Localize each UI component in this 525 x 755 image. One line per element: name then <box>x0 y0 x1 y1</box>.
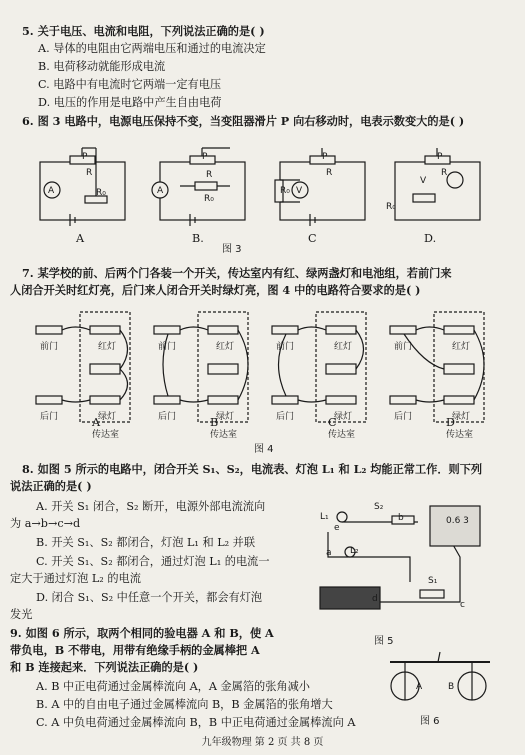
circuit-7a <box>36 312 130 422</box>
q6-label-b: B. <box>192 232 204 245</box>
q7c-back: 后门 <box>276 412 295 422</box>
q8-option-a-2: 为 a→b→c→d <box>10 517 81 530</box>
q9-stem-2: 带负电，B 不带电，用带有绝缘手柄的金属棒把 A <box>10 643 260 657</box>
q7b-red: 红灯 <box>216 342 235 352</box>
q8-option-c-2: 定大于通过灯泡 L₂ 的电流 <box>10 572 141 585</box>
circuit-7b <box>154 312 248 422</box>
q9-stem-3: 和 B 连接起来．下列说法正确的是( ) <box>10 660 199 674</box>
q7c-red: 红灯 <box>334 342 353 352</box>
q6c-meter: V <box>296 186 303 196</box>
q7d-back: 后门 <box>394 412 413 422</box>
q5-stem: 5. 关于电压、电流和电阻，下列说法正确的是( ) <box>22 24 265 38</box>
fig5-caption: 图 5 <box>374 636 394 647</box>
q9-option-c: C. A 中负电荷通过金属棒流向 B，B 中正电荷通过金属棒流向 A <box>36 716 356 729</box>
q6a-r: R <box>86 168 93 178</box>
q7d-green: 绿灯 <box>452 412 471 422</box>
q7b-green: 绿灯 <box>216 412 235 422</box>
q8-option-a-1: A. 开关 S₁ 闭合，S₂ 断开，电源外部电流流向 <box>36 500 266 513</box>
q5-option-d: D. 电压的作用是电路中产生自由电荷 <box>38 96 222 109</box>
q7b-back: 后门 <box>158 412 177 422</box>
q8-b: b <box>398 513 404 523</box>
q6-label-d: D. <box>424 232 437 245</box>
q9-option-b: B. A 中的自由电子通过金属棒流向 B，B 金属箔的张角增大 <box>36 698 333 711</box>
q6-stem: 6. 图 3 电路中，电源电压保持不变，当变阻器滑片 P 向右移动时，电表示数变大的是( ) <box>22 114 465 128</box>
q8-l1: L₁ <box>320 512 329 522</box>
q6d-r0: R₀ <box>386 202 396 212</box>
q8-l2: L₂ <box>350 546 359 556</box>
figure-6 <box>380 648 500 718</box>
q7-label-a: A <box>92 416 101 429</box>
q7a-back: 后门 <box>40 412 59 422</box>
q8-stem-1: 8. 如图 5 所示的电路中，闭合开关 S₁、S₂，电流表、灯泡 L₁ 和 L₂ 均能正常工作．则下列 <box>22 462 483 476</box>
q8-c: c <box>460 600 465 610</box>
q7-label-c: C <box>328 416 337 429</box>
q9-stem-1: 9. 如图 6 所示，取两个相同的验电器 A 和 B，使 A <box>10 626 274 640</box>
q6-label-a: A <box>76 232 85 245</box>
q9-b: B <box>448 682 455 692</box>
q8-stem-2: 说法正确的是( ) <box>10 479 92 493</box>
circuit-6b <box>152 148 245 226</box>
q8-option-d-1: D. 闭合 S₁、S₂ 中任意一个开关，都会有灯泡 <box>36 591 263 604</box>
q7b-front: 前门 <box>158 342 177 352</box>
q5-option-c: C. 电路中有电流时它两端一定有电压 <box>38 78 222 91</box>
q7a-green: 绿灯 <box>98 412 117 422</box>
q7a-red: 红灯 <box>98 342 117 352</box>
q8-a: a <box>326 548 332 558</box>
q7-label-d: D <box>446 416 455 429</box>
q6a-r0: R₀ <box>96 188 106 198</box>
q6d-meter: V <box>420 176 427 186</box>
q7c-front: 前门 <box>276 342 295 352</box>
q6d-r: R <box>441 168 448 178</box>
q8-option-d-2: 发光 <box>10 608 33 621</box>
q7a-front: 前门 <box>40 342 59 352</box>
q6d-p: P <box>437 152 443 162</box>
q6-label-c: C <box>308 232 317 245</box>
q6b-r: R <box>206 170 213 180</box>
q8-s1: S₁ <box>428 576 438 586</box>
q6c-r: R <box>326 168 333 178</box>
q8-e: e <box>334 523 340 533</box>
circuit-7c <box>272 312 366 422</box>
q9-a: A <box>416 682 423 692</box>
q8-s2: S₂ <box>374 502 384 512</box>
q6b-r0: R₀ <box>204 194 214 204</box>
q7d-front: 前门 <box>394 342 413 352</box>
circuit-7d <box>390 312 484 422</box>
q6a-p: P <box>82 152 88 162</box>
q5-option-b: B. 电荷移动就能形成电流 <box>38 60 166 73</box>
q6c-r0: R₀ <box>280 186 290 196</box>
q7a-room: 传达室 <box>92 430 120 440</box>
q6c-p: P <box>322 152 328 162</box>
q6b-meter: A <box>157 186 164 196</box>
q8-option-c-1: C. 开关 S₁、S₂ 都闭合，通过灯泡 L₁ 的电流一 <box>36 555 270 568</box>
q7d-red: 红灯 <box>452 342 471 352</box>
q7c-green: 绿灯 <box>334 412 353 422</box>
q5-option-a: A. 导体的电阻由它两端电压和通过的电流决定 <box>38 42 266 55</box>
q7-label-b: B <box>210 416 219 429</box>
q8-meter: 0.6 3 <box>446 516 469 526</box>
q7-stem-2: 人闭合开关时红灯亮，后门来人闭合开关时绿灯亮，图 4 中的电路符合要求的是( ) <box>10 283 421 297</box>
q8-d: d <box>372 594 378 604</box>
q7d-room: 传达室 <box>446 430 474 440</box>
fig4-caption: 图 4 <box>254 444 274 455</box>
q7-stem-1: 7. 某学校的前、后两个门各装一个开关，传达室内有红、绿两盏灯和电池组，若前门来 <box>22 266 452 280</box>
q9-option-a: A. B 中正电荷通过金属棒流向 A，A 金属箔的张角减小 <box>36 680 310 693</box>
q7c-room: 传达室 <box>328 430 356 440</box>
fig3-caption: 图 3 <box>222 244 242 255</box>
q6a-meter: A <box>48 186 55 196</box>
fig6-caption: 图 6 <box>420 716 440 727</box>
q6b-p: P <box>202 152 208 162</box>
q8-option-b: B. 开关 S₁、S₂ 都闭合，灯泡 L₁ 和 L₂ 并联 <box>36 536 256 549</box>
page-footer: 九年级物理 第 2 页 共 8 页 <box>201 737 324 748</box>
q7b-room: 传达室 <box>210 430 238 440</box>
